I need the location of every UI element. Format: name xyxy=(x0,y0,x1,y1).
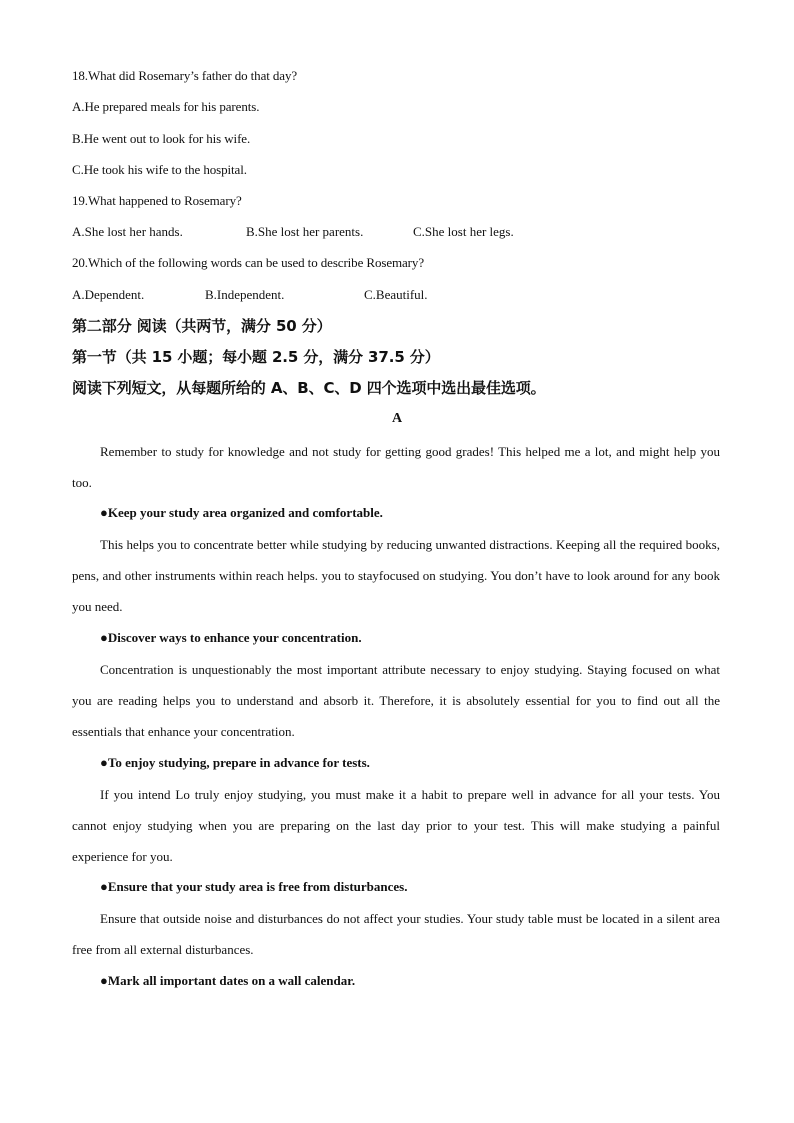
question-20-option-c: C.Beautiful. xyxy=(364,287,428,302)
question-18-option-a: A.He prepared meals for his parents. xyxy=(72,99,260,114)
tip-1-heading: ●Keep your study area organized and comfortable. xyxy=(100,505,383,520)
question-20-stem: 20.Which of the following words can be used to describe Rosemary? xyxy=(72,255,424,270)
question-19-option-b: B.She lost her parents. xyxy=(246,224,364,239)
tip-3-heading: ●To enjoy studying, prepare in advance for tests. xyxy=(100,755,370,770)
part-title: 第二部分 阅读（共两节，满分 50 分） xyxy=(72,317,332,335)
question-19-option-a: A.She lost her hands. xyxy=(72,224,183,239)
tip-5-heading: ●Mark all important dates on a wall calendar. xyxy=(100,973,356,988)
passage-intro: Remember to study for knowledge and not study for getting good grades! This helped me a lot, and might help you too. xyxy=(72,444,720,490)
tip-2-body: Concentration is unquestionably the most important attribute necessary to enjoy studying. Staying focused on what you are reading helps you to understand and absorb it. Therefore, it is absolutely essential for you to find out all the essentials that enhance your concentration. xyxy=(72,662,720,739)
tip-1-body: This helps you to concentrate better while studying by reducing unwanted distractions. Keeping all the required books, pens, and other instruments within reach helps. you to stayfocused on studying. You don’t have to look around for any book you need. xyxy=(72,537,720,614)
question-20-option-a: A.Dependent. xyxy=(72,287,145,302)
instruction: 阅读下列短文，从每题所给的 A、B、C、D 四个选项中选出最佳选项。 xyxy=(72,379,546,397)
question-18-option-c: C.He took his wife to the hospital. xyxy=(72,162,247,177)
subsection-title: 第一节（共 15 小题；每小题 2.5 分，满分 37.5 分） xyxy=(72,348,440,366)
question-18-option-b: B.He went out to look for his wife. xyxy=(72,131,251,146)
tip-4-heading: ●Ensure that your study area is free from disturbances. xyxy=(100,879,408,894)
tip-3-body: If you intend Lo truly enjoy studying, you must make it a habit to prepare well in advance for all your tests. You cannot enjoy studying when you are preparing on the last day prior to your test. This will make studying a painful experience for you. xyxy=(72,787,720,864)
passage-label: A xyxy=(391,411,403,426)
tip-4-body: Ensure that outside noise and disturbances do not affect your studies. Your study table must be located in a silent area free from all external disturbances. xyxy=(72,911,720,957)
question-19-stem: 19.What happened to Rosemary? xyxy=(72,193,242,208)
tip-2-heading: ●Discover ways to enhance your concentration. xyxy=(100,630,362,645)
question-20-option-b: B.Independent. xyxy=(205,287,285,302)
question-19-option-c: C.She lost her legs. xyxy=(413,224,514,239)
question-18-stem: 18.What did Rosemary’s father do that day? xyxy=(72,68,298,83)
